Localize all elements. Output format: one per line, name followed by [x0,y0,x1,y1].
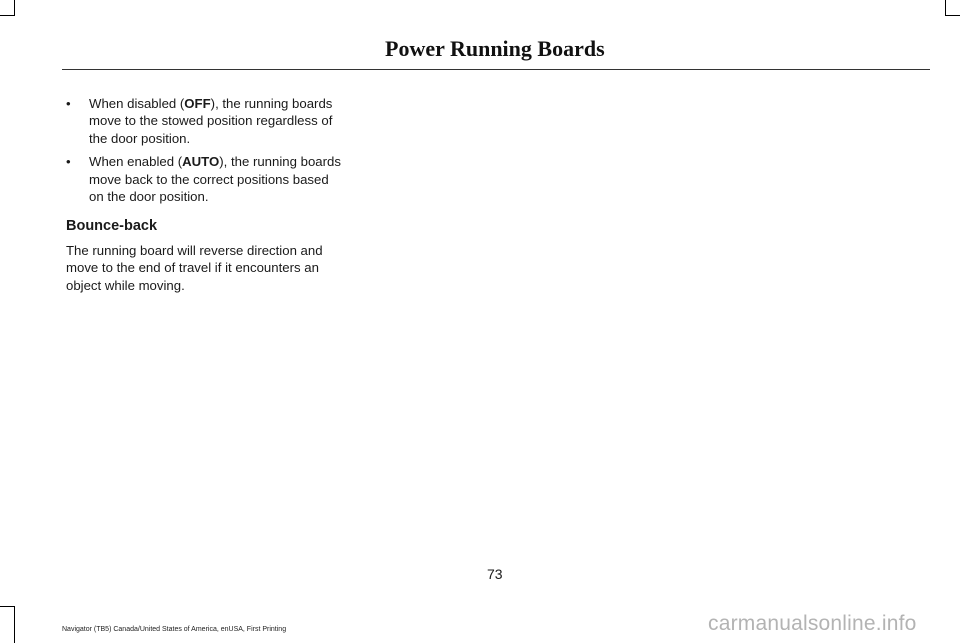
section-heading: Bounce-back [66,218,158,235]
list-item-keyword: OFF [184,96,211,111]
header-divider [62,69,930,70]
list-item-text-post: ), the running boards move to the stowed position regardless of the door position. [89,96,333,146]
list-item-keyword: AUTO [182,154,220,170]
bullet-icon: • [66,96,71,111]
page-title: Power Running Boards [385,36,605,61]
section-body: The running board will reverse direction and move to the end of travel if it encounters an object while moving. [66,242,323,293]
watermark: carmanualsonline.info [708,612,917,635]
list-item-text-post: ), the running boards move back to the correct positions based on the door position. [89,154,341,205]
bullet-list [66,95,346,205]
footer-text: Navigator (TB5) Canada/United States of America, enUSA, First Printing [62,626,287,633]
main-content [66,95,346,294]
list-item-text-pre: When enabled ( [89,154,183,170]
list-item [66,95,346,147]
page-number: 73 [487,566,503,582]
list-item-text-pre: When disabled ( [89,96,185,111]
list-item [66,153,346,205]
bullet-icon: • [66,154,71,170]
